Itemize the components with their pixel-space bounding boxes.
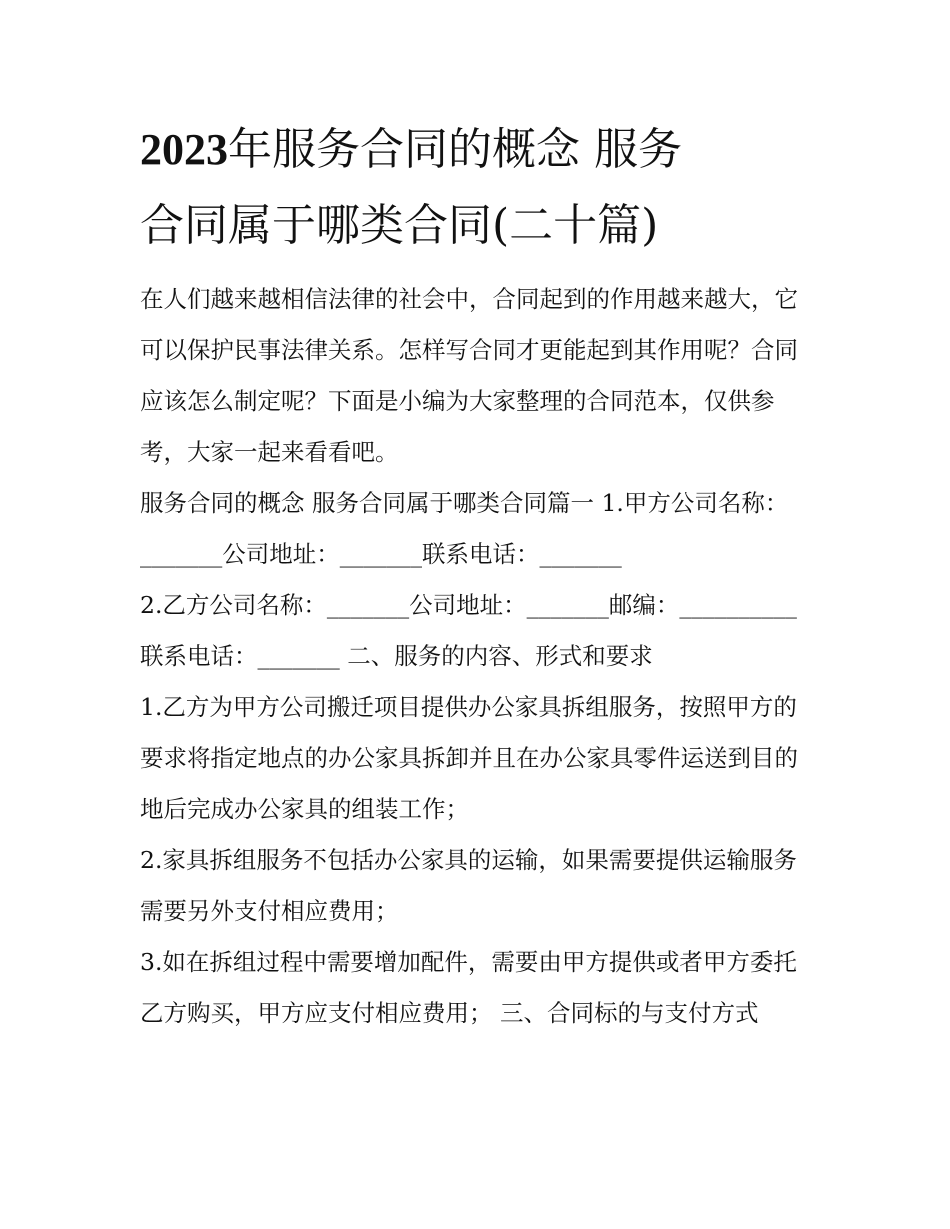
document-title bbox=[140, 112, 820, 264]
clause-3-paragraph: 3.如在拆组过程中需要增加配件，需要由甲方提供或者甲方委托乙方购买，甲方应支付相应费用； 三、合同标的与支付方式 bbox=[140, 948, 797, 1027]
clause-1-paragraph: 1.乙方为甲方公司搬迁项目提供办公家具拆组服务，按照甲方的要求将指定地点的办公家具拆卸并且在办公家具零件运送到目的地后完成办公家具的组装工作； bbox=[140, 693, 798, 823]
document-page bbox=[140, 112, 820, 1039]
clause-2-paragraph: 2.家具拆组服务不包括办公家具的运输，如果需要提供运输服务需要另外支付相应费用； bbox=[140, 846, 797, 925]
party-b-paragraph: 2.乙方公司名称：_______公司地址：_______邮编：__________联系电话：_______ 二、服务的内容、形式和要求 bbox=[140, 591, 797, 670]
title-line1-rest: 年服务合同的概念 服务 bbox=[228, 124, 682, 175]
title-line2: 合同属于哪类合同(二十篇) bbox=[140, 200, 659, 251]
intro-paragraph: 在人们越来越相信法律的社会中，合同起到的作用越来越大，它可以保护民事法律关系。怎样写合同才更能起到其作用呢？合同应该怎么制定呢？下面是小编为大家整理的合同范本，仅供参考，大家一起来看看吧。 bbox=[140, 285, 798, 466]
title-year: 2023 bbox=[140, 125, 228, 174]
party-a-paragraph: 服务合同的概念 服务合同属于哪类合同篇一 1.甲方公司名称：_______公司地址：_______联系电话：_______ bbox=[140, 489, 789, 568]
